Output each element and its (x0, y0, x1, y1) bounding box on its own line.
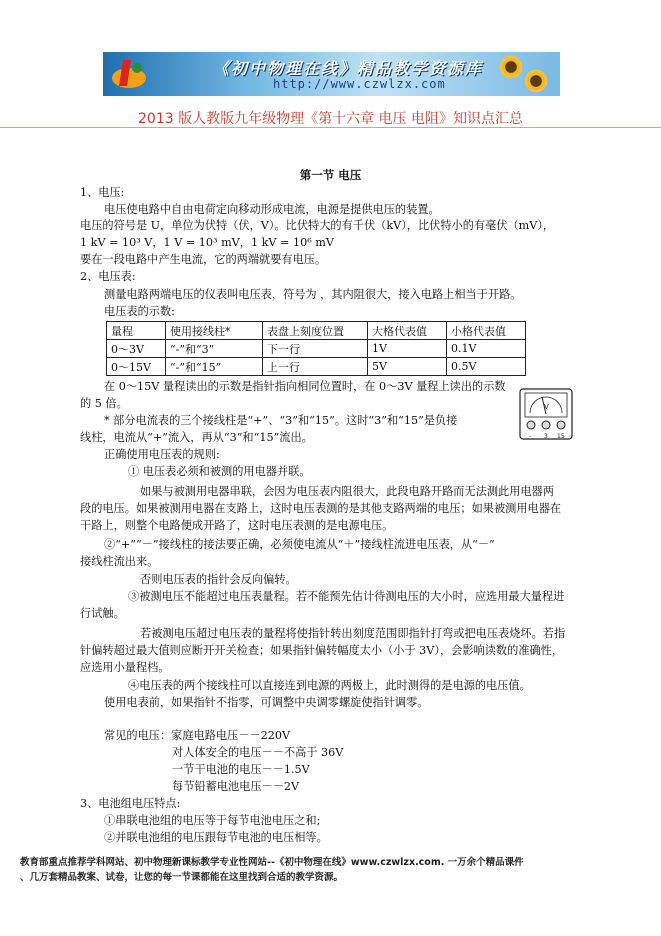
sunflower-icon (498, 54, 524, 80)
section-title: 第一节 电压 (299, 168, 362, 182)
text-line: ②并联电池组的电压跟每节电池的电压相等。 (104, 831, 328, 844)
text-line: 1 kV = 10³ V，1 V = 10³ mV，1 kV = 10⁶ mV (80, 236, 334, 249)
text-line: 对人体安全的电压－－不高于 36V (172, 746, 344, 759)
text-line: 3、电池组电压特点: (80, 797, 181, 810)
text-line: * 部分电流表的三个接线柱是“+”、“3”和“15”。这时“3”和“15”是负接 (104, 414, 458, 427)
text-line: 每节铅蓄电池电压－－2V (172, 780, 300, 793)
site-logo-icon (109, 56, 149, 92)
text-line: 如果与被测用电器串联，会因为电压表内阻很大，此段电路开路而无法测此用电器两 (140, 485, 554, 498)
text-line: 应选用小量程档。 (80, 661, 170, 674)
text-line: 干路上，则整个电路便成开路了，这时电压表测的是电源电压。 (80, 519, 394, 532)
table-header-cell: 量程 (107, 322, 166, 340)
banner-title: 《初中物理在线》精品教学资源库 (213, 59, 484, 78)
text-line: 电压使电路中自由电荷定向移动形成电流，电源是提供电压的装置。 (104, 203, 440, 216)
title-divider (0, 127, 661, 128)
text-line: 电压的符号是 U，单位为伏特（伏，V）。比伏特大的有千伏（kV），比伏特小的有毫伏（mV）， (80, 219, 555, 232)
text-line: 的 5 倍。 (80, 397, 128, 410)
text-line: 若被测电压超过电压表的量程将使指针转出刻度范围即指针打弯或把电压表烧坏。若指 (140, 627, 566, 640)
table-cell: 0～15V (107, 358, 166, 376)
sunflower-icon (523, 68, 549, 94)
meter-terminal-label: - (529, 433, 532, 440)
text-line: 1、电压: (80, 186, 125, 199)
text-line: 要在一段电路中产生电流，它的两端就要有电压。 (80, 253, 327, 266)
table-header-cell: 表盘上刻度位置 (263, 322, 368, 340)
table-header-cell: 大格代表值 (368, 322, 447, 340)
table-cell: 0.5V (447, 358, 526, 376)
table-cell: 上一行 (263, 358, 368, 376)
footer-line: 教育部重点推荐学科网站、初中物理新课标教学专业性网站--《初中物理在线》www.czwlzx.com. 一万余个精品课件 (20, 857, 524, 868)
meter-terminal-label: 15 (557, 433, 565, 440)
table-cell: “-”和“3” (166, 340, 263, 358)
text-line: ④电压表的两个接线柱可以直接连到电源的两极上，此时测得的是电源的电压值。 (128, 679, 531, 692)
table-row (107, 358, 526, 376)
header-banner (103, 52, 560, 96)
table-cell: 下一行 (263, 340, 368, 358)
text-line: 接线柱流出来。 (80, 555, 159, 568)
text-line: 电压表的示数: (104, 305, 175, 318)
text-line: 线柱，电流从“+”流入，再从“3”和“15”流出。 (80, 431, 313, 444)
table-row (107, 340, 526, 358)
text-line: 否则电压表的指针会反向偏转。 (140, 573, 297, 586)
text-line: 段的电压。如果被测用电器在支路上，这时电压表测的是其他支路两端的电压；如果被测用电器在 (80, 502, 562, 515)
voltmeter-range-table (106, 321, 526, 376)
table-header-cell: 使用接线柱* (166, 322, 263, 340)
table-header-row (107, 322, 526, 340)
table-header-cell: 小格代表值 (447, 322, 526, 340)
table-cell: 0～3V (107, 340, 166, 358)
svg-text:V: V (544, 403, 549, 411)
page-footer (20, 855, 650, 885)
text-line: ①串联电池组的电压等于每节电池电压之和; (104, 814, 321, 827)
document-title: 2013 版人教版九年级物理《第十六章 电压 电阻》知识点汇总 (138, 111, 523, 127)
text-line: 测量电路两端电压的仪表叫电压表，符号为 ，其内阻很大，接入电路上相当于开路。 (104, 288, 522, 301)
table-cell: 0.1V (447, 340, 526, 358)
table-cell: “-”和“15” (166, 358, 263, 376)
text-line: 行试触。 (80, 607, 125, 620)
text-line: 针偏转超过最大值则应断开开关检查；如果指针偏转幅度太小（小于 3V），会影响读数的准确性， (80, 644, 564, 657)
text-line: 使用电表前，如果指针不指零，可调整中央调零螺旋使指针调零。 (104, 696, 429, 709)
text-line: ③被测电压不能超过电压表量程。若不能预先估计待测电压的大小时，应选用最大量程进 (128, 590, 565, 603)
text-line: ②“+”“－”接线柱的接法要正确，必须使电流从“＋”接线柱流进电压表，从“－” (104, 538, 495, 551)
footer-line: 、几万套精品教案、试卷，让您的每一节课都能在这里找到合适的教学资源。 (20, 872, 344, 883)
text-line: 一节干电池的电压－－1.5V (172, 763, 310, 776)
table-cell: 5V (368, 358, 447, 376)
text-line: 2、电压表: (80, 270, 136, 283)
text-line: 在 0～15V 量程读出的示数是指针指向相同位置时，在 0～3V 量程上读出的示数 (104, 380, 506, 393)
voltmeter-illustration (516, 387, 576, 441)
meter-terminal-label: 3 (544, 433, 548, 440)
text-line: 正确使用电压表的规则: (104, 448, 220, 461)
table-cell: 1V (368, 340, 447, 358)
text-line: ① 电压表必须和被测的用电器并联。 (128, 465, 311, 478)
text-line: 常见的电压：家庭电路电压－－220V (104, 729, 291, 742)
banner-url[interactable]: http://www.czwlzx.com (273, 77, 446, 91)
